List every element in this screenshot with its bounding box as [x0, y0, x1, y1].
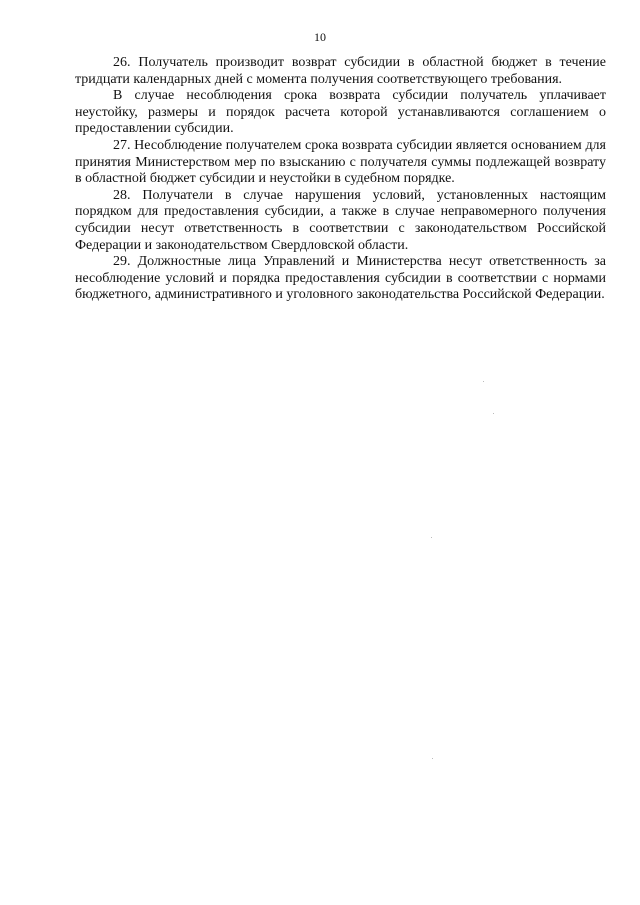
document-body [75, 55, 606, 304]
paragraph-27: 27. Несоблюдение получателем срока возврата субсидии является основанием для принятия Министерством мер по взысканию с получателя суммы подлежащей возврату в областной бюджет субсидии и неустойки в судебном порядке. [75, 137, 606, 187]
paragraph-26: 26. Получатель производит возврат субсидии в областной бюджет в течение тридцати календарных дней с момента получения соответствующего требования. [75, 55, 606, 87]
paragraph-29: 29. Должностные лица Управлений и Министерства несут ответственность за несоблюдение условий и порядка предоставления субсидии в соответствии с нормами бюджетного, административного и уголовного законодательства Российской Федерации. [75, 254, 606, 303]
page-number: 10 [314, 30, 326, 44]
paragraph-26-penalty: В случае несоблюдения срока возврата субсидии получатель уплачивает неустойку, размеры и порядок расчета которой устанавливаются соглашением о предоставлении субсидии. [75, 88, 606, 137]
scan-speck [493, 413, 494, 414]
scan-speck [431, 537, 432, 538]
scan-speck [432, 758, 433, 759]
paragraph-28: 28. Получатели в случае нарушения условий, установленных настоящим порядком для предоставления субсидии, а также в случае неправомерного получения субсидии несут ответственность в соответствии с законодательством Российской Федерации и законодательством Свердловской области. [75, 187, 606, 253]
scan-speck [483, 381, 484, 382]
